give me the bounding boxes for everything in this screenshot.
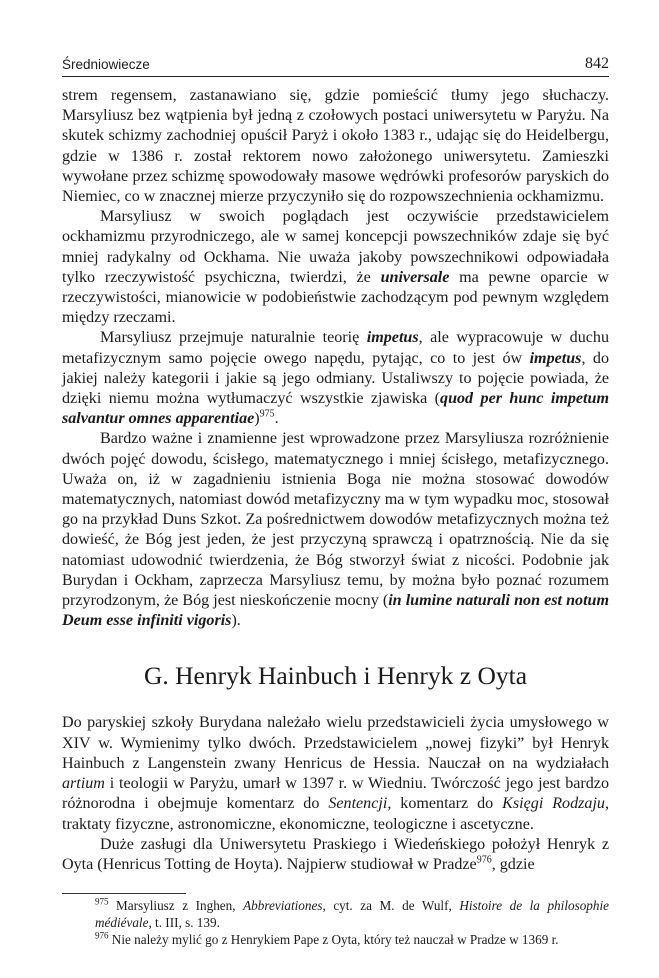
footnote-divider xyxy=(62,893,186,894)
footnote-ref-976[interactable]: 976 xyxy=(476,854,492,866)
running-header xyxy=(62,54,609,77)
paragraph-6: Duże zasługi dla Uniwersytetu Praskiego i Wiedeńskiego położył Henryk z Oyta (Henricus Totting de Hoyta). Najpierw studiował w Pradze$^{976}$, gdzie xyxy=(62,835,609,873)
paragraph-5: Do paryskiej szkoły Burydana należało wielu przedstawicieli życia umysłowego w XIV w. Wymienimy tylko dwóch. Przedstawicielem „nowej fizyki” był Henryk Hainbuch z Langenstein zwany Henricus de Hessia. Nauczał on na wydziałach artium i teologii w Paryżu, umarł w 1397 r. w Wiedniu. Twórczość jego jest bardzo różnorodna i obejmuje komentarz do Sentencji, komentarz do Księgi Rodzaju, traktaty fizyczne, astronomiczne, ekonomiczne, teologiczne i ascetyczne. xyxy=(62,714,610,833)
footnote-976: $^{976}$ Nie należy mylić go z Henrykiem Pape z Oyta, który też nauczał w Pradze w 1369 r. xyxy=(95,930,559,947)
body-text xyxy=(62,86,609,875)
running-title: Średniowiecze xyxy=(62,57,150,72)
footnotes xyxy=(95,897,609,948)
paragraph-2: Marsyliusz w swoich poglądach jest oczywiście przedstawicielem ockhamizmu przyrodniczego, ale w samej koncepcji powszechników zdaje się być mniej radykalny od Ockhama. Nie uważa jakoby powszechnikowi odpowiadała tylko rzeczywistość psychiczna, twierdzi, że universale ma pewne oparcie w rzeczywistości, mianowicie w podobieństwie zachodzącym pod pewnym względem między rzeczami. xyxy=(62,208,609,327)
paragraph-4: Bardzo ważne i znamienne jest wprowadzone przez Marsyliusza rozróżnienie dwóch pojęć dowodu, ścisłego, matematycznego i mniej ścisłego, metafizycznego. Uważa on, iż w zagadnieniu istnienia Boga nie można stosować dowodów matematycznych, natomiast dowód metafizyczny ma w tym wypadku moc, stosował go na przykład Duns Szkot. Za pośrednictwem dowodów metafizycznych można też dowieść, że Bóg jest jeden, że jest przyczyną sprawczą i opatrznością. Nie da się natomiast udowodnić twierdzenia, że Bóg stworzył świat z nicości. Podobnie jak Burydan i Ockham, zaprzecza Marsyliusz temu, by można było poznać rozumem przyrodzonym, że Bóg jest nieskończenie mocny (in lumine naturali non est notum Deum esse infiniti vigoris). xyxy=(62,430,610,630)
footnote-ref-975[interactable]: 975 xyxy=(259,408,275,420)
paragraph-3: Marsyliusz przejmuje naturalnie teorię impetus, ale wypracowuje w duchu metafizycznym samo pojęcie owego napędu, pytając, co to jest ów impetus, do jakiej należy kategorii i jakie są jego odmiany. Ustaliwszy to pojęcie powiada, że dzięki niemu można wytłumaczyć wszystkie zjawiska (quod per hunc impetum salvantur omnes apparentiae)$^{975}$. xyxy=(62,329,610,428)
page-number: 842 xyxy=(585,55,609,72)
section-heading: G. Henryk Hainbuch i Henryk z Oyta xyxy=(143,661,528,691)
paragraph-1: strem regensem, zastanawiano się, gdzie pomieścić tłumy jego słuchaczy. Marsyliusz bez wątpienia był jedną z czołowych postaci uniwersytetu w Paryżu. Na skutek schizmy zachodniej opuścił Paryż i około 1383 r., udając się do Heidelbergu, gdzie w 1386 r. został rektorem nowo założonego uniwersytetu. Zamieszki wywołane przez schizmę spowodowały masowe wędrówki profesorów paryskich do Niemiec, co w znacznej mierze przyczyniło się do rozpowszechnienia ockhamizmu. xyxy=(62,87,609,206)
footnote-975: $^{975}$ Marsyliusz z Inghen, Abbreviationes, cyt. za M. de Wulf, Histoire de la philosophie médiévale, t. III, s. 139. xyxy=(95,896,610,930)
